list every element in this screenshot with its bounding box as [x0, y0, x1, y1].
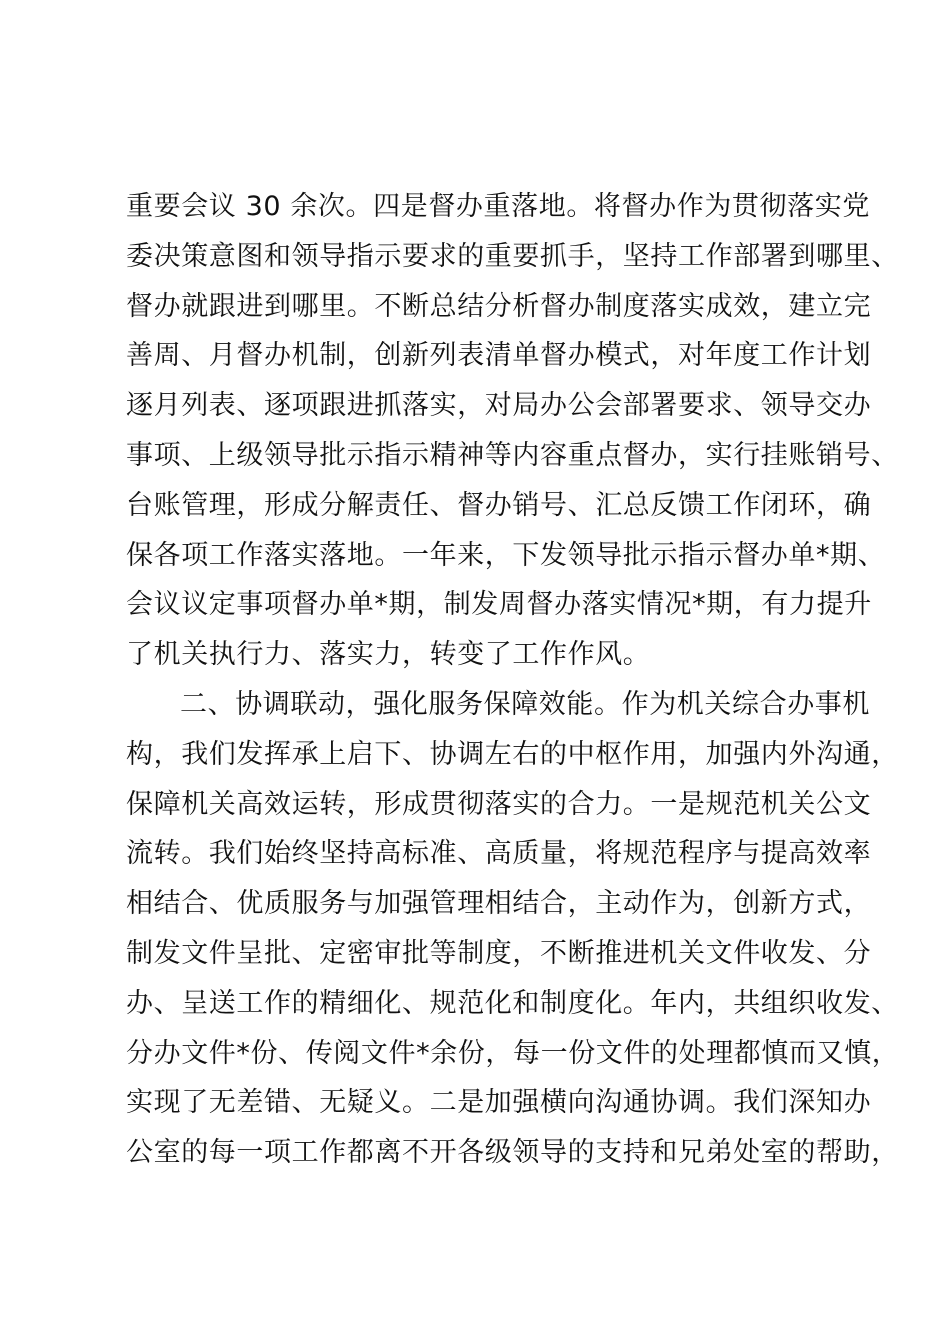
body-text [126, 182, 900, 1178]
text-line: 逐月列表、逐项跟进抓落实，对局办公会部署要求、领导交办 [126, 390, 872, 422]
text-line: 了机关执行力、落实力，转变了工作作风。 [126, 639, 651, 671]
text-line: 督办就跟进到哪里。不断总结分析督办制度落实成效，建立完 [126, 290, 872, 322]
text-line: 事项、上级领导批示指示精神等内容重点督办，实行挂账销号、 [126, 439, 899, 471]
text-line: 台账管理，形成分解责任、督办销号、汇总反馈工作闭环，确 [126, 489, 872, 521]
text-line: 保各项工作落实落地。一年来，下发领导批示指示督办单*期、 [126, 539, 886, 571]
text-line: 善周、月督办机制，创新列表清单督办模式，对年度工作计划 [126, 340, 872, 372]
text-line: 流转。我们始终坚持高标准、高质量，将规范程序与提高效率 [126, 838, 872, 870]
text-line: 公室的每一项工作都离不开各级领导的支持和兄弟处室的帮助， [126, 1137, 899, 1169]
text-line: 办、呈送工作的精细化、规范化和制度化。年内，共组织收发、 [126, 987, 899, 1019]
text-line: 保障机关高效运转，形成贯彻落实的合力。一是规范机关公文 [126, 788, 872, 820]
text-line: 相结合、优质服务与加强管理相结合，主动作为，创新方式， [126, 888, 872, 920]
text-line: 委决策意图和领导指示要求的重要抓手，坚持工作部署到哪里、 [126, 240, 899, 272]
text-line: 会议议定事项督办单*期，制发周督办落实情况*期，有力提升 [126, 589, 872, 621]
section-heading-line: 二、协调联动，强化服务保障效能。作为机关综合办事机 [180, 688, 870, 720]
text-line: 制发文件呈批、定密审批等制度，不断推进机关文件收发、分 [126, 937, 872, 969]
text-line: 构，我们发挥承上启下、协调左右的中枢作用，加强内外沟通， [126, 738, 899, 770]
text-line: 分办文件*份、传阅文件*余份，每一份文件的处理都慎而又慎， [126, 1037, 900, 1069]
text-line: 重要会议 30 余次。四是督办重落地。将督办作为贯彻落实党 [126, 191, 870, 222]
text-line: 实现了无差错、无疑义。二是加强横向沟通协调。我们深知办 [126, 1087, 872, 1119]
